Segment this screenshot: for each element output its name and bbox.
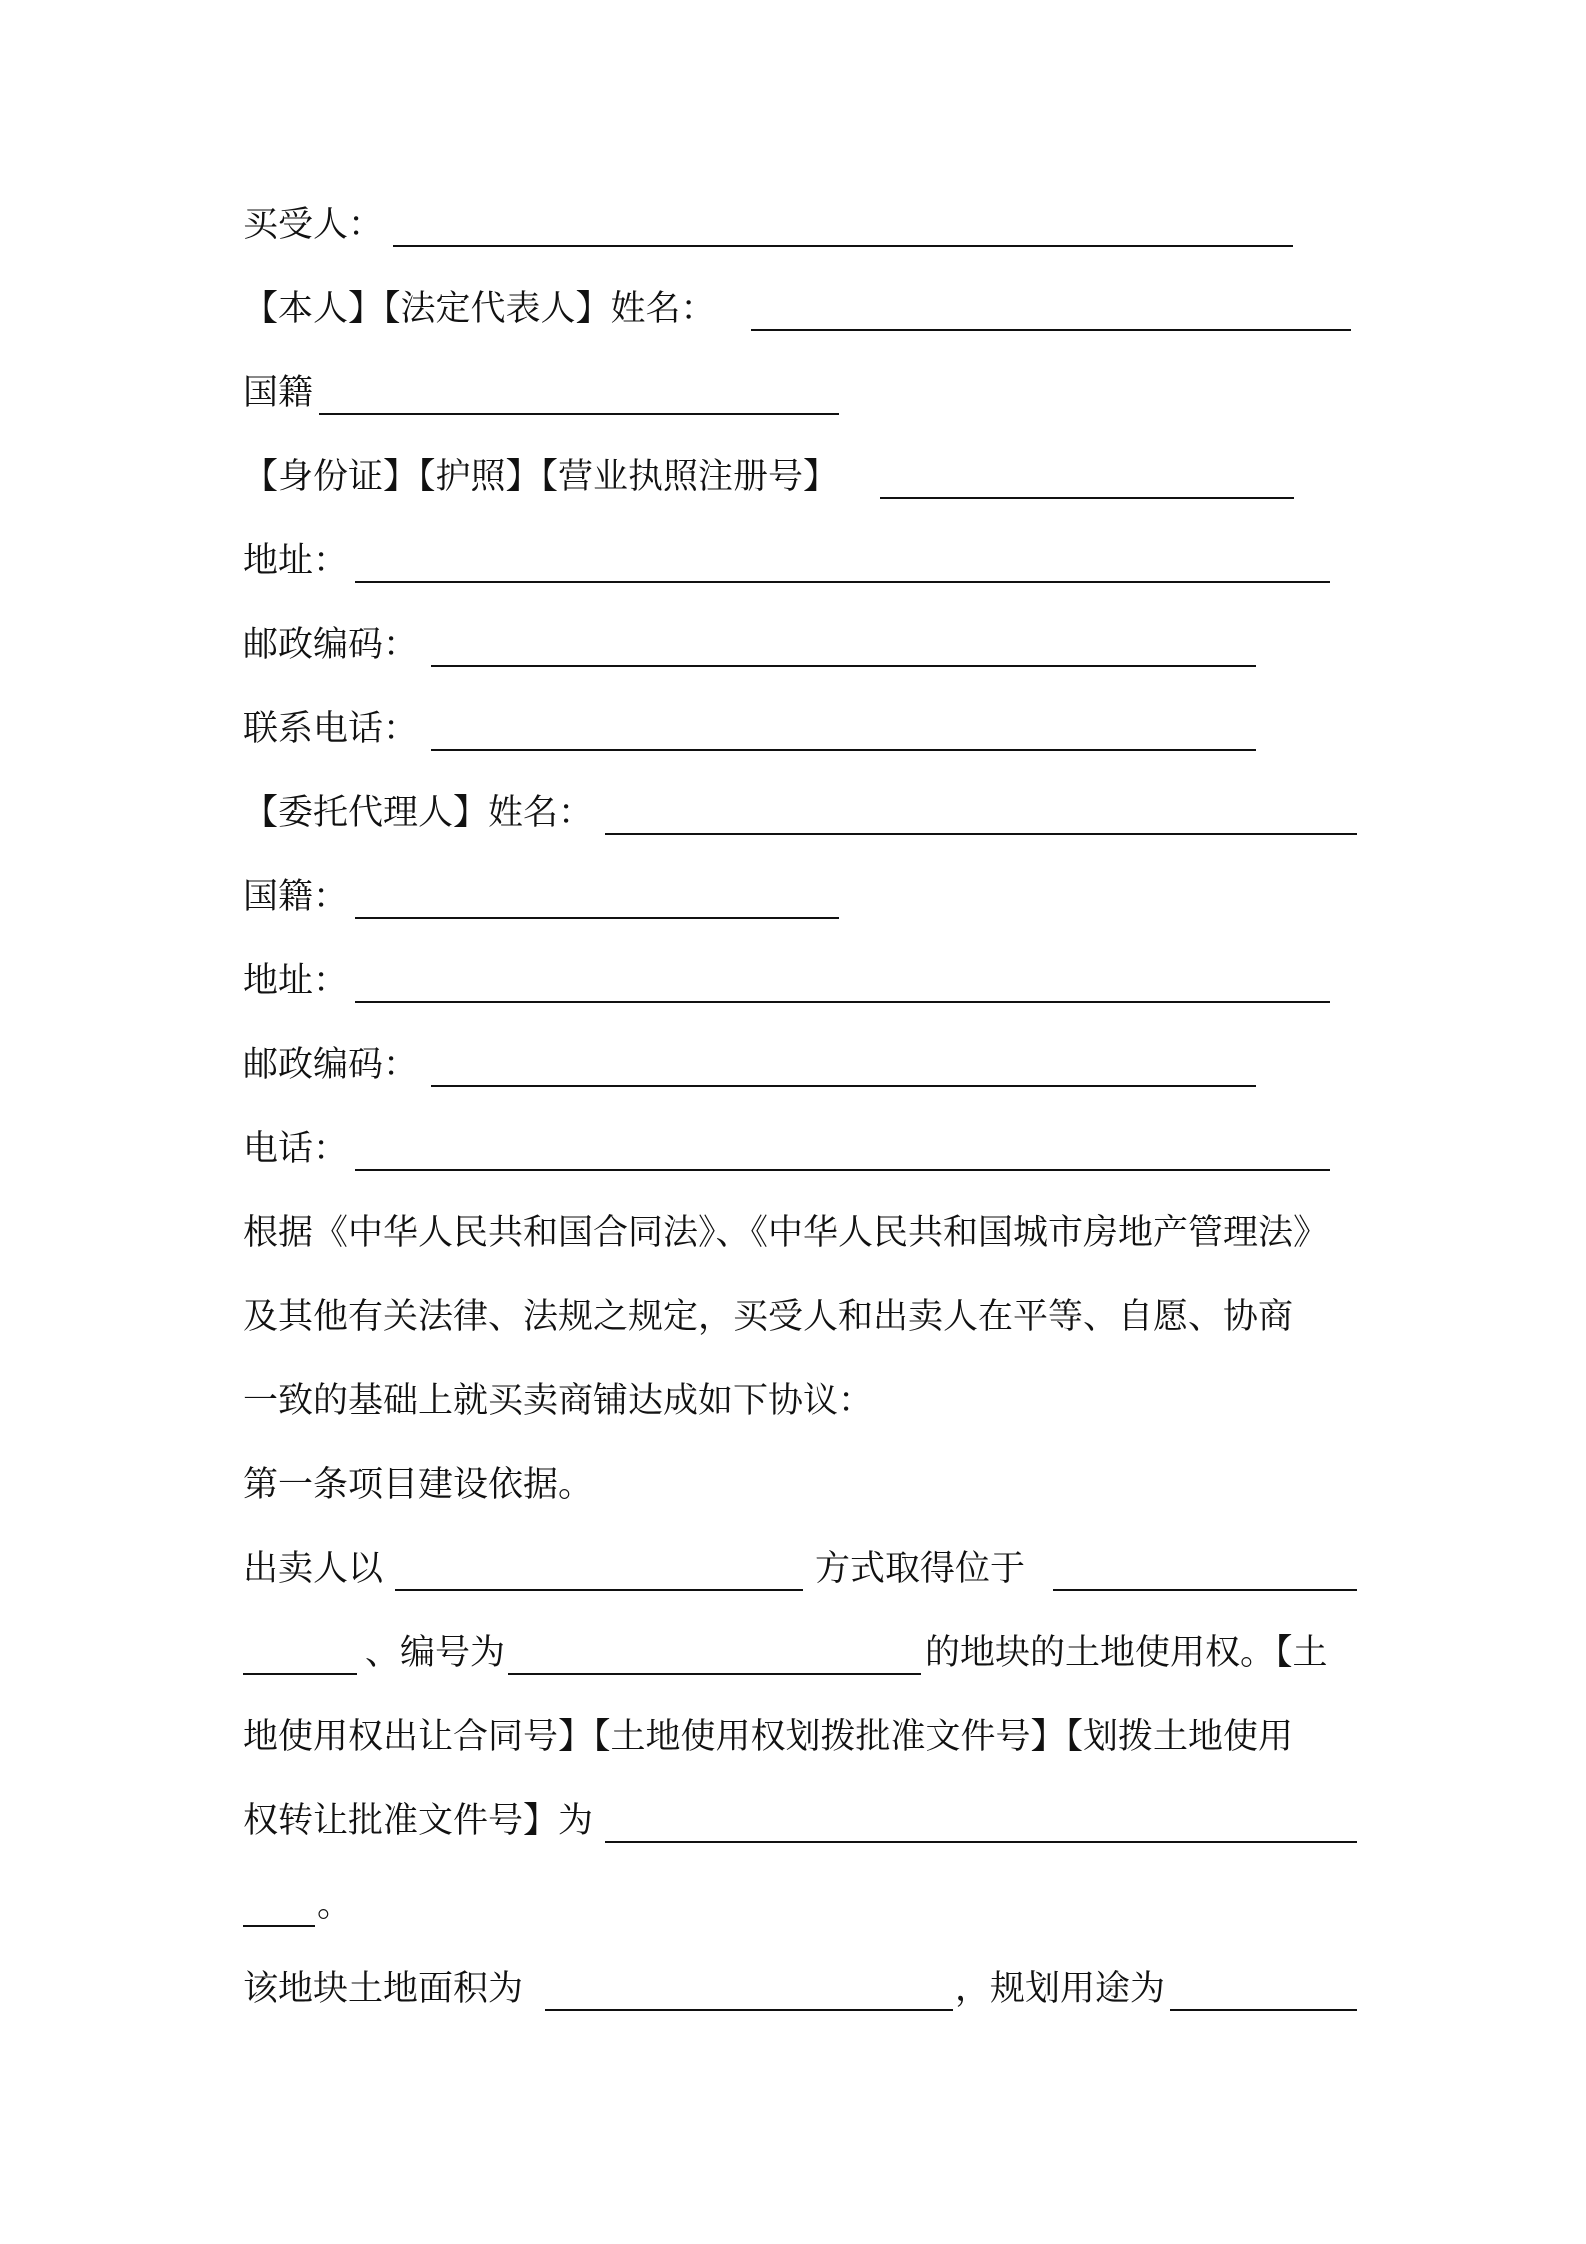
buyer-row (243, 195, 1363, 255)
seller-acquisition-row (243, 1539, 1363, 1599)
buyer-address-blank[interactable] (355, 581, 1330, 583)
preamble-text-2: 及其他有关法律、法规之规定，买受人和出卖人在平等、自愿、协商 (243, 1297, 1294, 1337)
agent-address-blank[interactable] (355, 1001, 1330, 1003)
planned-use-blank[interactable] (1170, 2009, 1357, 2011)
buyer-phone-blank[interactable] (431, 749, 1256, 751)
buyer-rep-name-label: 【本人】【法定代表人】姓名： (243, 289, 716, 329)
land-area-blank[interactable] (545, 2009, 953, 2011)
preamble-text-3: 一致的基础上就买卖商铺达成如下协议： (243, 1381, 874, 1421)
agent-nationality-blank[interactable] (355, 917, 839, 919)
document-number-blank-continued[interactable] (243, 1925, 315, 1927)
location-blank-continued[interactable] (243, 1673, 357, 1675)
article-1-title: 第一条项目建设依据。 (243, 1465, 594, 1505)
acquisition-method-blank[interactable] (395, 1589, 803, 1591)
buyer-id-label: 【身份证】【护照】【营业执照注册号】 (243, 457, 839, 497)
preamble-line-3 (243, 1371, 1363, 1431)
buyer-id-blank[interactable] (880, 497, 1294, 499)
location-blank[interactable] (1053, 1589, 1357, 1591)
agent-postcode-label: 邮政编码： (243, 1045, 419, 1085)
buyer-postcode-row (243, 615, 1363, 675)
land-docs-row (243, 1707, 1363, 1767)
buyer-rep-name-row (243, 279, 1363, 339)
article-1-title-row (243, 1455, 1363, 1515)
buyer-label: 买受人： (243, 205, 384, 245)
preamble-line-1 (243, 1203, 1363, 1263)
seller-mid: 方式取得位于 (815, 1549, 1026, 1589)
agent-name-label: 【委托代理人】姓名： (243, 793, 594, 833)
document-number-blank[interactable] (605, 1841, 1357, 1843)
buyer-id-row (243, 447, 1363, 507)
buyer-phone-label: 联系电话： (243, 709, 419, 749)
agent-nationality-row (243, 867, 1363, 927)
buyer-blank[interactable] (393, 245, 1293, 247)
preamble-line-2 (243, 1287, 1363, 1347)
agent-name-blank[interactable] (605, 833, 1357, 835)
agent-phone-row (243, 1119, 1363, 1179)
agent-postcode-blank[interactable] (431, 1085, 1256, 1087)
land-docs-text: 地使用权出让合同号】【土地使用权划拨批准文件号】【划拨土地使用 (243, 1717, 1294, 1757)
purpose-prefix: ，规划用途为 (955, 1969, 1166, 2009)
transfer-approval-row (243, 1791, 1363, 1851)
agent-address-row (243, 951, 1363, 1011)
parcel-number-blank[interactable] (508, 1673, 921, 1675)
number-prefix: 、编号为 (365, 1633, 506, 1673)
buyer-address-label: 地址： (243, 541, 349, 581)
buyer-address-row (243, 531, 1363, 591)
transfer-prefix: 权转让批准文件号】为 (243, 1801, 594, 1841)
buyer-postcode-label: 邮政编码： (243, 625, 419, 665)
preamble-text-1: 根据《中华人民共和国合同法》、《中华人民共和国城市房地产管理法》 (243, 1213, 1329, 1253)
document-number-continued-row (243, 1875, 1363, 1935)
buyer-nationality-blank[interactable] (319, 413, 839, 415)
parcel-number-row (243, 1623, 1363, 1683)
area-purpose-row (243, 1959, 1363, 2019)
agent-address-label: 地址： (243, 961, 349, 1001)
agent-name-row (243, 783, 1363, 843)
agent-postcode-row (243, 1035, 1363, 1095)
agent-phone-blank[interactable] (355, 1169, 1330, 1171)
buyer-phone-row (243, 699, 1363, 759)
agent-nationality-label: 国籍： (243, 877, 349, 917)
buyer-rep-name-blank[interactable] (751, 329, 1351, 331)
buyer-postcode-blank[interactable] (431, 665, 1256, 667)
seller-prefix: 出卖人以 (243, 1549, 384, 1589)
number-suffix: 的地块的土地使用权。【土 (925, 1633, 1328, 1673)
agent-phone-label: 电话： (243, 1129, 349, 1169)
end-mark: 。 (317, 1885, 353, 1925)
area-prefix: 该地块土地面积为 (243, 1969, 524, 2009)
buyer-nationality-label: 国籍 (243, 373, 314, 413)
buyer-nationality-row (243, 363, 1363, 423)
